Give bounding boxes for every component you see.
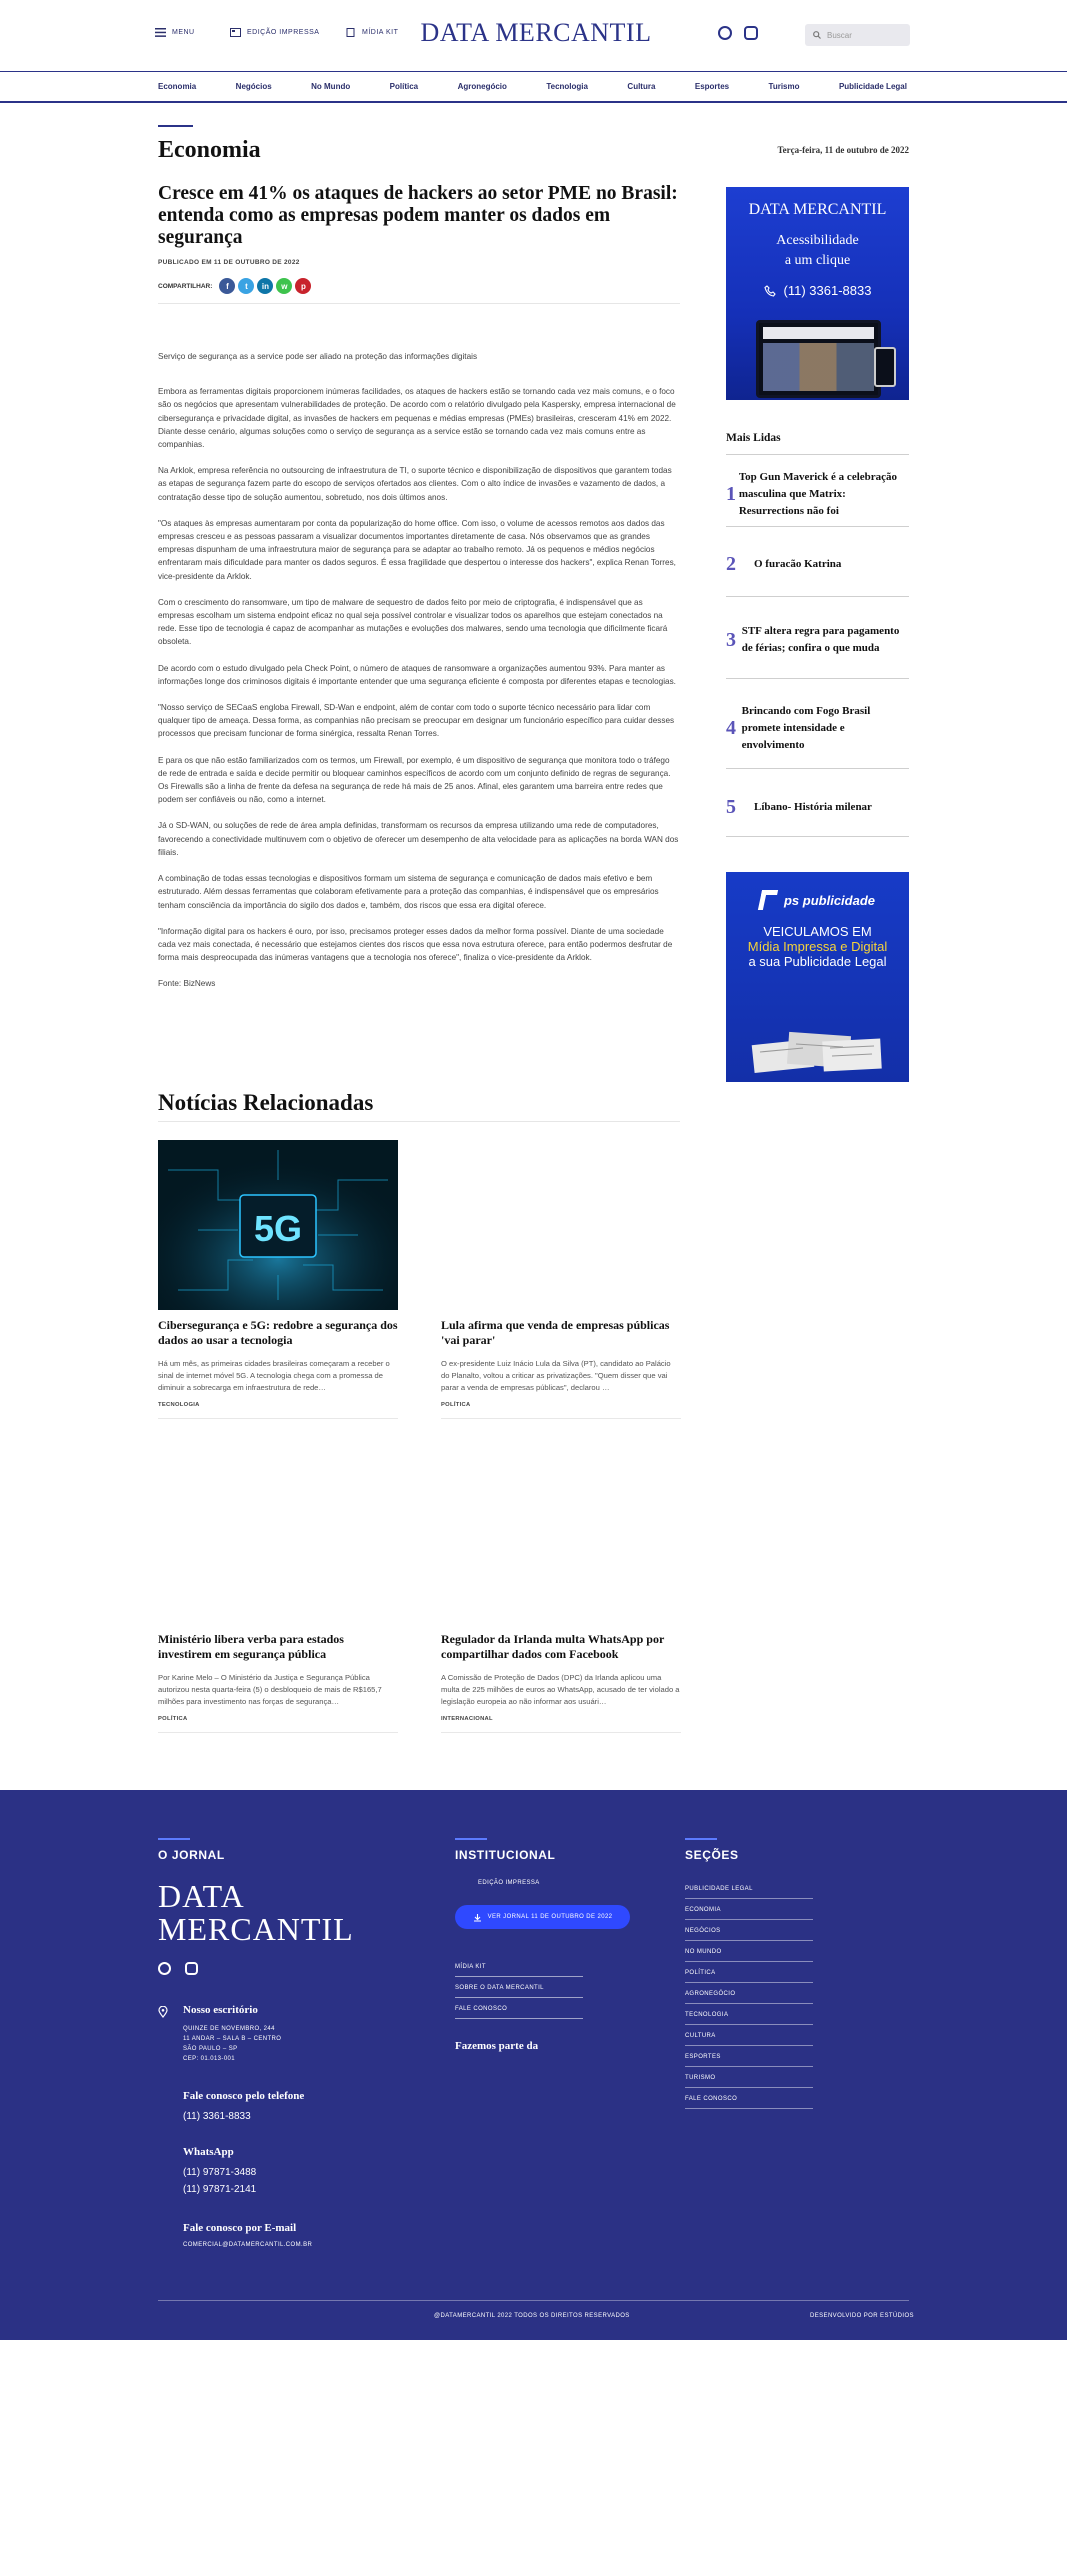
email-block (183, 2222, 312, 2250)
linkedin-share-icon[interactable]: in (257, 278, 273, 294)
ad-brand: DATA MERCANTIL (748, 201, 887, 218)
nav-category-item[interactable]: Turismo (768, 82, 800, 91)
nav-category-item[interactable]: Esportes (694, 82, 730, 91)
footer-col-heading: INSTITUCIONAL (455, 1848, 556, 1862)
laptop-illustration (756, 320, 881, 398)
footer-section-link[interactable]: AGRONEGÓCIO (685, 1991, 813, 2004)
newspapers-illustration (748, 1012, 888, 1074)
article-paragraph: Fonte: BizNews (158, 979, 216, 989)
related-image-label: 5G (253, 1208, 303, 1249)
most-read-item[interactable] (726, 536, 909, 592)
ad2-line: Mídia Impressa e Digital (747, 939, 888, 954)
article-paragraph: Na Arklok, empresa referência no outsourcing de infraestrutura de TI, o suporte técnico e disponibilização de dispositivos que garantem todas as etapas de segurança fazem parte do escopo de serviços ofertados aos clientes. Com o alto índice de invasões e vazamento de dados, a contratação desse tipo de solução aumentou, sobretudo, nos dois últimos anos. (158, 466, 672, 502)
most-read-rank: 3 (726, 628, 736, 651)
most-read-title: Mais Lidas (726, 432, 781, 444)
article-paragraph: Já o SD-WAN, ou soluções de rede de área ampla definidas, transformam os recursos da empresa utilizando uma rede de computadores, favorecendo a conectividade multinuvem com o objetivo de oferecer um desempenho de alta velocidade para as aplicações na borda WAN dos filiais. (158, 821, 679, 857)
most-read-item[interactable] (726, 692, 909, 764)
twitter-share-icon[interactable]: t (238, 278, 254, 294)
most-read-title[interactable]: Top Gun Maverick é a celebração masculina que Matrix: Resurrections não foi (738, 470, 898, 517)
footer-rule (685, 1838, 717, 1840)
most-read-divider (726, 678, 909, 679)
ad2-line: a sua Publicidade Legal (748, 954, 887, 969)
ad-phone: (11) 3361-8833 (726, 283, 909, 298)
footer-section-link[interactable]: NEGÓCIOS (685, 1928, 813, 1941)
whatsapp-title: WhatsApp (183, 2146, 234, 2158)
article-body (158, 350, 680, 1004)
search-placeholder: Buscar (827, 30, 852, 40)
developer-credit[interactable]: DESENVOLVIDO POR ESTÚDIOS (810, 2313, 914, 2319)
related-card[interactable] (158, 1632, 398, 1733)
nav-category-item[interactable]: Publicidade Legal (838, 82, 907, 91)
article-paragraph: "Os ataques às empresas aumentaram por conta da popularização do home office. Com isso, o volume de acessos remotos aos dados das empresas cresceu e as pessoas passaram a visualizar documentos importantes diretamente de casa. Nós observamos que as grandes empresas dispunham de uma infraestrutura maior de segurança para se adaptar ao trabalho remoto. Já os pequenos e médios negócios enfrentaram mais dificuldade para manter os dados seguros. É essa fragilidade que despertou o interesse dos hackers", explica Renan Torres, vice-presidente da Arklok. (158, 518, 676, 581)
published-date: PUBLICADO EM 11 DE OUTUBRO DE 2022 (158, 259, 300, 266)
footer-section-link[interactable]: FALE CONOSCO (685, 2096, 813, 2109)
top-header (0, 0, 1067, 72)
nav-category-item[interactable]: Tecnologia (546, 82, 588, 91)
print-edition-footer-link[interactable]: EDIÇÃO IMPRESSA (478, 1880, 540, 1886)
office-block (183, 2004, 281, 2064)
hamburger-icon (155, 28, 166, 37)
nav-category-item[interactable]: Cultura (627, 82, 656, 91)
article-paragraph: Embora as ferramentas digitais proporcionem inúmeras facilidades, os ataques de hackers estão se tornando cada vez mais comuns, e o foco são os negócios que apresentam vulnerabilidades de proteção. De acordo com o relatório divulgado pela Kaspersky, empresa internacional de cibersegurança e privacidade digital, as invasões de hackers em pequenas e médias empresas (PMEs) brasileiras, cresceram 41% em 2022. Diante desse cenário, algumas soluções como o serviço de segurança as a service estão se tornando cada vez mais comuns entre as companhias. (158, 387, 676, 450)
download-icon (473, 1913, 482, 1922)
instagram-icon[interactable] (185, 1962, 198, 1975)
nav-category-item[interactable]: Economia (158, 82, 197, 91)
search-input[interactable] (805, 24, 910, 46)
location-pin-icon (158, 2006, 168, 2018)
most-read-divider (726, 768, 909, 769)
ps-logo: ps publicidade (726, 890, 909, 910)
most-read-divider (726, 526, 909, 527)
footer-social (158, 1962, 198, 1975)
article-paragraph: E para os que não estão familiarizados com os termos, um Firewall, por exemplo, é um dispositivo de segurança que monitora todo o tráfego de rede de entrada e saída e decide permitir ou bloquear caminhos específicos de acordo com um conjunto definido de regras de segurança. Os Firewalls são a linha de frente da defesa na segurança de rede há mais de 25 anos. Afinal, eles garantem uma barreira entre redes que podem ser confiáveis ou não, como a internet. (158, 755, 671, 805)
related-card[interactable] (158, 1140, 398, 1419)
footer-section-link[interactable]: POLÍTICA (685, 1970, 813, 1983)
site-logo[interactable]: DATA MERCANTIL (420, 18, 652, 47)
related-card-title[interactable]: Cibersegurança e 5G: redobre a segurança dos dados ao usar a tecnologia (158, 1318, 398, 1347)
inst-link[interactable]: MÍDIA KIT (455, 1964, 583, 1977)
site-footer (0, 1790, 1067, 2340)
related-card-excerpt: O ex-presidente Luiz Inácio Lula da Silva (PT), candidato ao Palácio do Planalto, voltou a criticar as privatizações. "Quem disser que vai parar a venda de empresas públicas", declarou … (441, 1359, 671, 1392)
most-read-rank: 2 (726, 552, 736, 575)
related-card-divider (158, 1418, 398, 1419)
most-read-title[interactable]: STF altera regra para pagamento de férias; confira o que muda (741, 625, 900, 654)
footer-section-link[interactable]: ESPORTES (685, 2054, 813, 2067)
office-title: Nosso escritório (183, 2004, 258, 2016)
footer-col-heading: SEÇÕES (685, 1848, 739, 1862)
section-rule (158, 125, 193, 127)
footer-col-heading: O JORNAL (158, 1848, 225, 1862)
most-read-divider (726, 836, 909, 837)
pinterest-share-icon[interactable]: p (295, 278, 311, 294)
related-divider (158, 1121, 680, 1122)
related-card-divider (158, 1732, 398, 1733)
search-icon (813, 31, 821, 39)
category-nav (0, 72, 1067, 103)
menu-button[interactable] (155, 28, 195, 37)
article-title: Cresce em 41% os ataques de hackers ao setor PME no Brasil: entenda como as empresas podem manter os dados em segurança (158, 183, 678, 248)
copyright: @DATAMERCANTIL 2022 TODOS OS DIREITOS RESERVADOS (434, 2313, 630, 2319)
article-paragraph: A combinação de todas essas tecnologias e dispositivos formam um sistema de segurança e comunicação de dados mais efetivo e bem estruturado. Além dessas ferramentas que colaboram efetivamente para a proteção das companhias, é indispensável que os empresários tenham consciência da importância do sigilo dos dados e, também, dos riscos que essa era digital oferece. (158, 874, 659, 910)
media-kit-link[interactable] (345, 28, 398, 37)
most-read-rank: 4 (726, 716, 736, 739)
print-edition-label: EDIÇÃO IMPRESSA (247, 29, 320, 36)
most-read-item[interactable] (726, 466, 909, 522)
email-title: Fale conosco por E-mail (183, 2222, 297, 2234)
most-read-title[interactable]: Líbano- História milenar (754, 800, 872, 813)
newspaper-icon (230, 28, 241, 37)
footer-section-link[interactable]: PUBLICIDADE LEGAL (685, 1886, 813, 1899)
related-card-title[interactable]: Regulador da Irlanda multa WhatsApp por compartilhar dados com Facebook (441, 1632, 665, 1661)
related-card-tag[interactable]: INTERNACIONAL (441, 1716, 493, 1722)
related-card-tag[interactable]: TECNOLOGIA (158, 1402, 200, 1408)
related-card-title[interactable]: Ministério libera verba para estados investirem em segurança pública (158, 1632, 344, 1661)
phone-block (183, 2090, 304, 2125)
phone-number[interactable]: (11) 3361-8833 (183, 2111, 251, 2122)
legal-publicity-ad-banner[interactable] (726, 872, 909, 1082)
article-paragraph: Com o crescimento do ransomware, um tipo de malware de sequestro de dados feito por meio de criptografia, é indispensável que as empresas escolham um sistema endpoint eficaz no qual seja possível controlar e visualizar todos os aparelhos que estejam conectados na rede. Esse tipo de tecnologia é capaz de acompanhar as mutações e evoluções dos malwares, sendo uma tecnologia que dificilmente ficará obsoleta. (158, 597, 668, 647)
nav-category-item[interactable]: Agronegócio (457, 82, 507, 91)
document-icon (345, 28, 356, 37)
related-card[interactable] (441, 1318, 681, 1419)
facebook-icon[interactable] (718, 26, 732, 40)
share-bar (158, 278, 311, 294)
related-card-excerpt: Há um mês, as primeiras cidades brasileiras começaram a receber o sinal de internet móvel 5G. A tecnologia chega com a promessa de diminuir a sobrecarga em infraestrutura de rede… (158, 1359, 390, 1392)
share-label: COMPARTILHAR: (158, 282, 213, 290)
current-date: Terça-feira, 11 de outubro de 2022 (777, 145, 909, 155)
menu-label: MENU (172, 29, 195, 36)
office-address: QUINZE DE NOVEMBRO, 244 11 ANDAR – SALA B – CENTRO SÃO PAULO – SP CEP: 01.013-001 (183, 2026, 282, 2062)
article-divider (158, 303, 680, 304)
article-paragraph: "Informação digital para os hackers é ouro, por isso, precisamos proteger esses dados da melhor forma possível. Diante de uma sociedade cada vez mais conectada, é necessário que estejamos cientes dos riscos que essa nova estrutura oferece, para então podermos desfrutar de forma mais despreocupada das inúmeras vantagens que a tecnologia nos oferece", finaliza o vice-presidente da Arklok. (158, 926, 673, 963)
part-of-heading: Fazemos parte da (455, 2040, 539, 2052)
most-read-rank: 5 (726, 795, 736, 818)
whatsapp-number[interactable]: (11) 97871-3488 (11) 97871-2141 (183, 2167, 257, 2195)
whatsapp-share-icon[interactable]: w (276, 278, 292, 294)
facebook-share-icon[interactable]: f (219, 278, 235, 294)
footer-section-link[interactable]: CULTURA (685, 2033, 813, 2046)
footer-rule (455, 1838, 487, 1840)
footer-rule (158, 1838, 190, 1840)
related-card-tag[interactable]: POLÍTICA (441, 1402, 471, 1408)
footer-section-link[interactable]: ECONOMIA (685, 1907, 813, 1920)
related-card[interactable] (441, 1632, 681, 1733)
footer-section-link[interactable]: NO MUNDO (685, 1949, 813, 1962)
ad2-line: VEICULAMOS EM (763, 924, 872, 939)
footer-divider (158, 2300, 909, 2301)
related-card-tag[interactable]: POLÍTICA (158, 1716, 188, 1722)
section-title: Economia (158, 137, 261, 163)
article-subtitle: Serviço de segurança as a service pode ser aliado na proteção das informações digitais (158, 352, 478, 361)
instagram-icon[interactable] (744, 26, 758, 40)
download-edition-button[interactable]: VER JORNAL 11 DE OUTUBRO DE 2022 (455, 1905, 630, 1929)
article-paragraph: De acordo com o estudo divulgado pela Check Point, o número de ataques de ransomware a organizações aumentou 93%. Para manter as informações longe dos criminosos digitais é importante entender que uma segurança eficiente é composta por diferentes etapas e tecnologias. (158, 663, 676, 686)
whatsapp-block (183, 2146, 256, 2198)
related-card-excerpt: Por Karine Melo – O Ministério da Justiça e Segurança Pública autorizou nesta quarta-feira (5) o desbloqueio de mais de R$165,7 milhões para investimento nas forças de segurança… (158, 1673, 382, 1706)
related-card-divider (441, 1418, 681, 1419)
nav-category-item[interactable]: No Mundo (311, 82, 351, 91)
print-edition-link[interactable] (230, 28, 319, 37)
related-title: Notícias Relacionadas (158, 1090, 374, 1115)
phone-icon (764, 285, 776, 297)
footer-section-link[interactable]: TECNOLOGIA (685, 2012, 813, 2025)
most-read-item[interactable] (726, 606, 909, 674)
most-read-divider (726, 454, 909, 455)
related-image-5g (158, 1140, 398, 1310)
related-card-title[interactable]: Lula afirma que venda de empresas públicas 'vai parar' (441, 1318, 670, 1347)
most-read-divider (726, 596, 909, 597)
header-social (718, 26, 758, 40)
nav-category-item[interactable]: Política (389, 82, 419, 91)
inst-link[interactable]: FALE CONOSCO (455, 2006, 583, 2019)
most-read-item[interactable] (726, 782, 909, 832)
most-read-title[interactable]: Brincando com Fogo Brasil promete intensidade e envolvimento (741, 704, 871, 751)
ad-line: Acessibilidade a um clique (776, 233, 859, 268)
nav-category-item[interactable]: Negócios (235, 82, 272, 91)
phone-illustration (874, 347, 896, 387)
accessibility-ad-banner[interactable] (726, 187, 909, 400)
related-card-excerpt: A Comissão de Proteção de Dados (DPC) da Irlanda aplicou uma multa de 225 milhões de euros ao WhatsApp, acusado de ter violado a legislação europeia ao não informar aos usuári… (441, 1673, 680, 1706)
email-address[interactable]: COMERCIAL@DATAMERCANTIL.COM.BR (183, 2242, 313, 2248)
most-read-title[interactable]: O furacão Katrina (754, 557, 842, 570)
related-card-divider (441, 1732, 681, 1733)
most-read-rank: 1 (726, 482, 736, 505)
footer-section-link[interactable]: TURISMO (685, 2075, 813, 2088)
phone-title: Fale conosco pelo telefone (183, 2090, 305, 2102)
inst-link[interactable]: SOBRE O DATA MERCANTIL (455, 1985, 583, 1998)
article-paragraph: "Nosso serviço de SECaaS engloba Firewall, SD-Wan e endpoint, além de contar com todo o suporte técnico necessário para lidar com qualquer tipo de ameaça. Dessa forma, as companhias não precisam se preocupar em designar um funcionário específico para cuidar desses processos que precisam funcionar de forma sinérgica, ressalta Renan Torres. (158, 703, 675, 739)
media-kit-label: MÍDIA KIT (362, 29, 399, 36)
footer-logo[interactable]: DATA MERCANTIL (158, 1878, 354, 1947)
facebook-icon[interactable] (158, 1962, 171, 1975)
